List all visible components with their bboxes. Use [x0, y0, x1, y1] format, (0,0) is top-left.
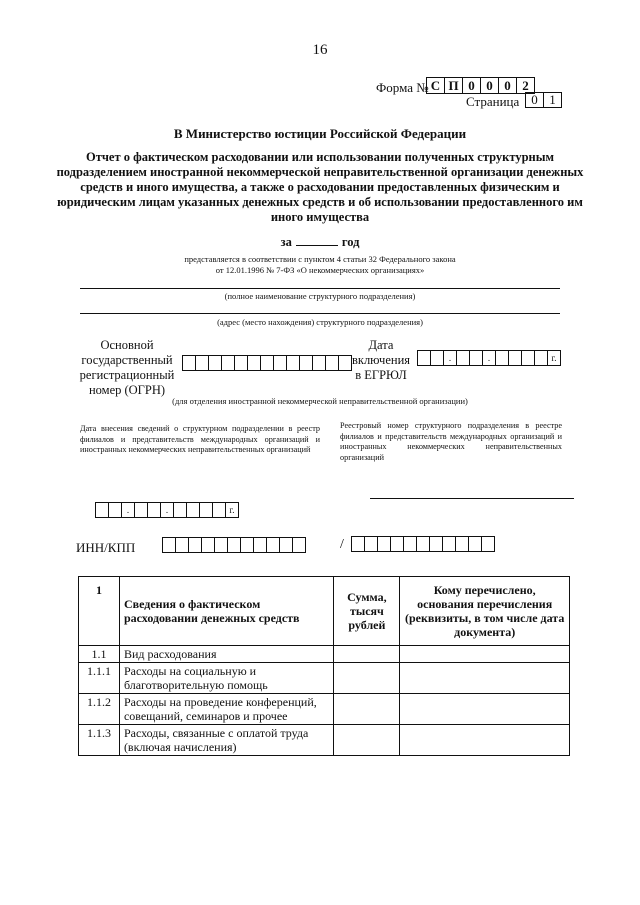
row-number: 1.1: [79, 646, 120, 663]
row-description: Расходы на социальную и благотворительную помощь: [119, 663, 334, 694]
row-recipient[interactable]: [400, 663, 570, 694]
expenditure-table: [78, 576, 570, 756]
ogrn-label-line: регистрационный: [79, 368, 175, 382]
kpp-cell[interactable]: [468, 536, 482, 552]
inn-cells[interactable]: [163, 538, 306, 553]
period-suffix: год: [341, 235, 360, 249]
date-cell[interactable]: [508, 350, 522, 366]
date-cell[interactable]: г.: [225, 502, 239, 518]
form-code-cell: П: [444, 77, 463, 94]
date-cell[interactable]: [534, 350, 548, 366]
row-description: Расходы, связанные с оплатой труда (включая начисления): [119, 725, 334, 756]
legal-basis-line: представляется в соответствии с пунктом 4 статьи 32 Федерального закона: [184, 254, 456, 264]
row-description: Расходы на проведение конференций, совещаний, семинаров и прочее: [119, 694, 334, 725]
egrul-label-line: Дата: [368, 338, 394, 352]
address-caption: (адрес (место нахождения) структурного подразделения): [217, 317, 423, 327]
form-number-label: Форма №: [376, 80, 429, 95]
date-cell[interactable]: .: [482, 350, 496, 366]
date-cell[interactable]: [417, 350, 431, 366]
ogrn-label: [72, 338, 182, 398]
table-header-cell: Кому перечислено, основания перечисления (реквизиты, в том числе дата документа): [400, 577, 570, 646]
form-code-cell: 2: [516, 77, 535, 94]
registry-date-cells[interactable]: [96, 503, 239, 518]
inn-kpp-separator: /: [340, 537, 344, 552]
sheet-number-cell: 1: [543, 92, 562, 108]
egrul-date-cells[interactable]: [418, 351, 561, 366]
legal-basis-line: от 12.01.1996 № 7-ФЗ «О некоммерческих организациях»: [215, 265, 425, 275]
ogrn-cell[interactable]: [234, 355, 248, 371]
date-cell[interactable]: [95, 502, 109, 518]
date-cell[interactable]: [212, 502, 226, 518]
ogrn-cell[interactable]: [312, 355, 326, 371]
date-cell[interactable]: [199, 502, 213, 518]
reporting-period: [0, 235, 640, 250]
table-row: [79, 725, 570, 756]
row-number: 1.1.3: [79, 725, 120, 756]
inn-kpp-label: ИНН/КПП: [76, 540, 136, 555]
date-cell[interactable]: .: [160, 502, 174, 518]
date-cell[interactable]: .: [121, 502, 135, 518]
date-cell[interactable]: [469, 350, 483, 366]
row-number: 1.1.2: [79, 694, 120, 725]
inn-cell[interactable]: [214, 537, 228, 553]
page-number: 16: [312, 42, 328, 58]
date-cell[interactable]: [186, 502, 200, 518]
date-cell[interactable]: г.: [547, 350, 561, 366]
date-cell[interactable]: [456, 350, 470, 366]
row-amount[interactable]: [334, 646, 400, 663]
date-cell[interactable]: [147, 502, 161, 518]
form-code-cell: 0: [480, 77, 499, 94]
table-header-cell: Сумма, тысяч рублей: [334, 577, 400, 646]
ogrn-cell[interactable]: [247, 355, 261, 371]
egrul-label-line: в ЕГРЮЛ: [355, 368, 407, 382]
addressee: В Министерство юстиции Российской Федерации: [173, 126, 467, 141]
date-cell[interactable]: [134, 502, 148, 518]
table-row: [79, 646, 570, 663]
ogrn-cell[interactable]: [273, 355, 287, 371]
inn-cell[interactable]: [240, 537, 254, 553]
inn-cell[interactable]: [253, 537, 267, 553]
branch-caption: (для отделения иностранной некоммерческой неправительственной организации): [172, 396, 468, 406]
kpp-cell[interactable]: [429, 536, 443, 552]
kpp-cell[interactable]: [377, 536, 391, 552]
registry-number-line[interactable]: [370, 498, 574, 499]
kpp-cell[interactable]: [390, 536, 404, 552]
kpp-cell[interactable]: [351, 536, 365, 552]
inn-cell[interactable]: [292, 537, 306, 553]
kpp-cell[interactable]: [403, 536, 417, 552]
row-recipient[interactable]: [400, 725, 570, 756]
inn-cell[interactable]: [279, 537, 293, 553]
kpp-cells[interactable]: [352, 537, 495, 552]
report-title: Отчет о фактическом расходовании или использовании полученных структурным подразделением иностранной некоммерческой неправительственной организации денежных средств и иного имущества, а также о расходовании предоставленных физическим и юридическим лицам указанных денежных средств и об использовании предоставленного им иного имущества: [56, 150, 584, 224]
form-code-cell: С: [426, 77, 445, 94]
full-name-caption: (полное наименование структурного подразделения): [224, 291, 416, 301]
ogrn-cell[interactable]: [182, 355, 196, 371]
form-code-cells: [427, 78, 535, 94]
date-cell[interactable]: [108, 502, 122, 518]
table-header-row: [79, 577, 570, 646]
inn-cell[interactable]: [266, 537, 280, 553]
row-recipient[interactable]: [400, 694, 570, 725]
date-cell[interactable]: [173, 502, 187, 518]
year-blank[interactable]: [296, 245, 338, 246]
ogrn-label-line: Основной: [100, 338, 154, 352]
ogrn-cell[interactable]: [286, 355, 300, 371]
egrul-label: [346, 338, 416, 383]
ogrn-label-line: номер (ОГРН): [88, 383, 166, 397]
ogrn-cells[interactable]: [183, 356, 352, 371]
date-cell[interactable]: [430, 350, 444, 366]
registry-number-text: Реестровый номер структурного подразделения в реестре филиалов и представительств международных организаций и иностранных некоммерческих неправительственных организаций: [340, 421, 562, 462]
ogrn-cell[interactable]: [299, 355, 313, 371]
inn-cell[interactable]: [162, 537, 176, 553]
date-cell[interactable]: [521, 350, 535, 366]
legal-basis: [0, 254, 640, 276]
inn-cell[interactable]: [201, 537, 215, 553]
form-code-cell: 0: [498, 77, 517, 94]
address-line[interactable]: [80, 313, 560, 314]
sheet-number-cell: 0: [525, 92, 544, 108]
table-header-cell: Сведения о фактическом расходовании денежных средств: [119, 577, 334, 646]
sheet-number-cells: [526, 93, 562, 108]
table-row: [79, 694, 570, 725]
inn-cell[interactable]: [175, 537, 189, 553]
ogrn-label-line: государственный: [81, 353, 173, 367]
row-description: Вид расходования: [119, 646, 334, 663]
date-entry-text: Дата внесения сведений о структурном подразделении в реестр филиалов и представительств международных организаций и иностранных некоммерческих неправительственных организаций: [80, 424, 320, 454]
row-number: 1.1.1: [79, 663, 120, 694]
date-cell[interactable]: .: [443, 350, 457, 366]
egrul-label-line: включения: [351, 353, 411, 367]
period-prefix: за: [280, 235, 292, 249]
row-recipient[interactable]: [400, 646, 570, 663]
inn-cell[interactable]: [227, 537, 241, 553]
row-amount[interactable]: [334, 694, 400, 725]
kpp-cell[interactable]: [416, 536, 430, 552]
ogrn-cell[interactable]: [208, 355, 222, 371]
date-cell[interactable]: [495, 350, 509, 366]
ogrn-cell[interactable]: [221, 355, 235, 371]
row-amount[interactable]: [334, 725, 400, 756]
row-amount[interactable]: [334, 663, 400, 694]
form-code-cell: 0: [462, 77, 481, 94]
ogrn-cell[interactable]: [195, 355, 209, 371]
table-row: [79, 663, 570, 694]
kpp-cell[interactable]: [455, 536, 469, 552]
sheet-label: Страница: [466, 94, 520, 109]
kpp-cell[interactable]: [364, 536, 378, 552]
table-header-cell: 1: [79, 577, 120, 646]
ogrn-cell[interactable]: [325, 355, 339, 371]
inn-cell[interactable]: [188, 537, 202, 553]
full-name-line[interactable]: [80, 288, 560, 289]
kpp-cell[interactable]: [481, 536, 495, 552]
ogrn-cell[interactable]: [260, 355, 274, 371]
kpp-cell[interactable]: [442, 536, 456, 552]
